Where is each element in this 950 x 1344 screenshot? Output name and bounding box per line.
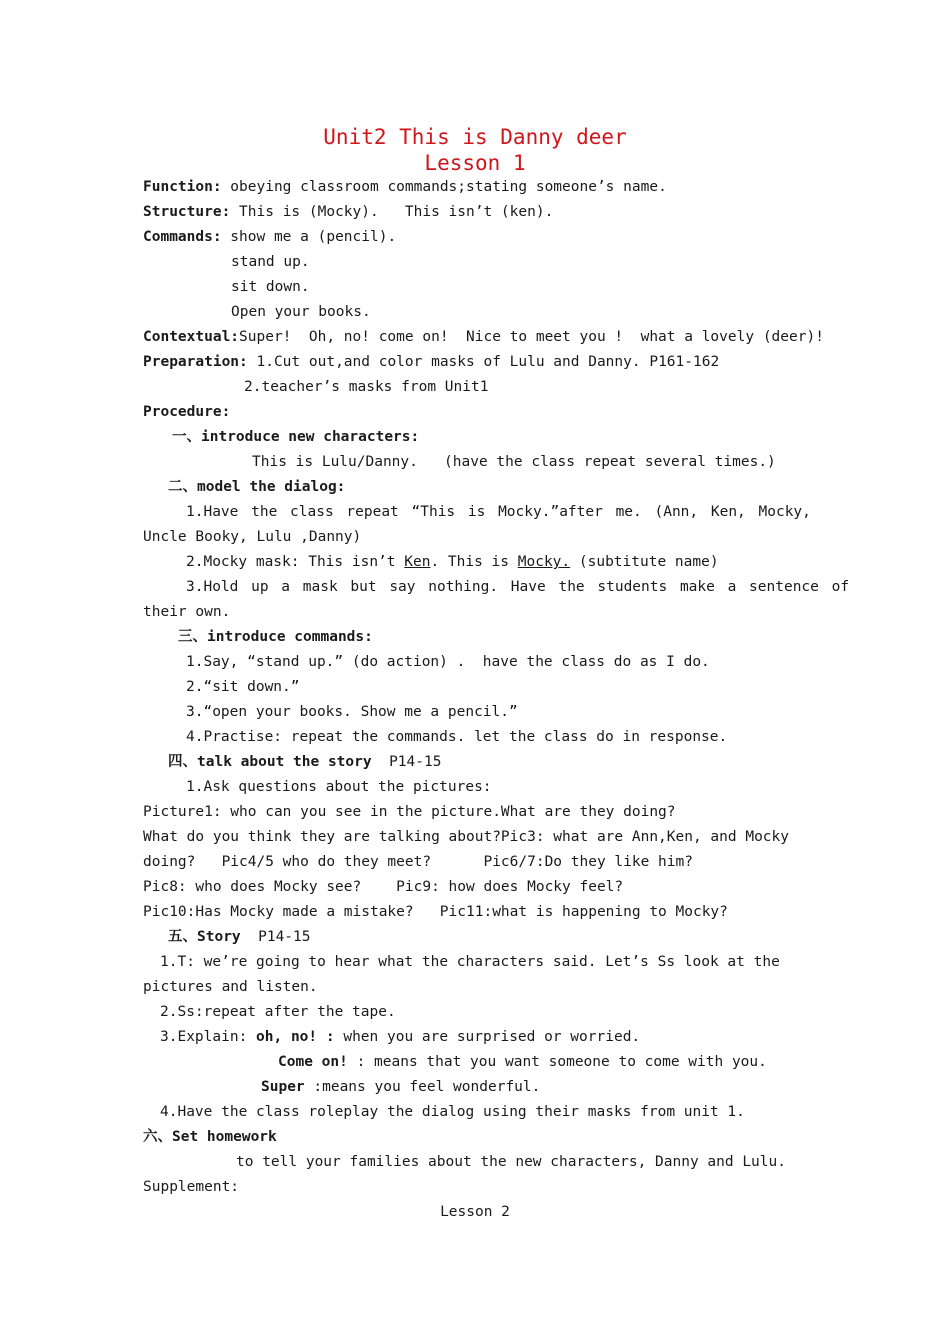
section-5-text: 4.Have the class roleplay the dialog using their masks from unit 1.	[160, 1104, 745, 1120]
heading-text: 四、talk about the story	[168, 754, 372, 770]
section-heading-2: 二、model the dialog:	[168, 479, 346, 495]
page-ref: P14-15	[371, 754, 442, 770]
text-run: 3.Explain:	[160, 1029, 257, 1045]
preparation-label: Preparation:	[143, 354, 248, 370]
section-4-text: Pic8: who does Mocky see? Pic9: how does Mocky feel?	[143, 879, 624, 895]
commands-label: Commands:	[143, 229, 222, 245]
command-item: stand up.	[231, 254, 310, 270]
phrase-bold: Come on!	[278, 1054, 348, 1070]
section-5-text: 1.T: we’re going to hear what the characters said. Let’s Ss look at the	[160, 954, 780, 970]
section-3-item: 2.“sit down.”	[186, 679, 300, 695]
section-3-item: 4.Practise: repeat the commands. let the class do in response.	[186, 729, 728, 745]
text-run: . This is	[430, 554, 518, 570]
function-label: Function:	[143, 179, 222, 195]
commands-line	[143, 225, 396, 250]
section-2-text	[186, 550, 719, 575]
section-3-item: 1.Say, “stand up.” (do action) . have the class do as I do.	[186, 654, 710, 670]
command-item: Open your books.	[231, 304, 371, 320]
text-run: (subtitute name)	[570, 554, 719, 570]
section-2-text: 1.Have the class repeat “This is Mocky.”after me. (Ann, Ken, Mocky,	[186, 504, 811, 520]
contextual-label: Contextual:	[143, 329, 240, 345]
next-lesson-title: Lesson 2	[440, 1204, 510, 1220]
function-line	[143, 175, 667, 200]
section-1-text: This is Lulu/Danny. (have the class repeat several times.)	[252, 454, 776, 470]
section-4-text: Pic10:Has Mocky made a mistake? Pic11:what is happening to Mocky?	[143, 904, 728, 920]
contextual-text: Super! Oh, no! come on! Nice to meet you ! what a lovely (deer)!	[239, 329, 824, 345]
section-5-text	[160, 1025, 640, 1050]
unit-title: Unit2 This is Danny deer	[323, 125, 627, 149]
section-3-item: 3.“open your books. Show me a pencil.”	[186, 704, 518, 720]
preparation-line	[143, 350, 719, 375]
section-5-text: pictures and listen.	[143, 979, 318, 995]
page-ref: P14-15	[240, 929, 311, 945]
section-5-text	[278, 1050, 767, 1075]
lesson-title: Lesson 1	[424, 151, 526, 175]
section-5-text: 2.Ss:repeat after the tape.	[160, 1004, 396, 1020]
command-item: sit down.	[231, 279, 310, 295]
section-4-text: 1.Ask questions about the pictures:	[186, 779, 492, 795]
section-4-text: doing? Pic4/5 who do they meet? Pic6/7:Do they like him?	[143, 854, 693, 870]
phrase-bold: Super	[261, 1079, 305, 1095]
supplement-label: Supplement:	[143, 1179, 240, 1195]
section-heading-6: 六、Set homework	[143, 1129, 277, 1145]
text-run: : means that you want someone to come with you.	[347, 1054, 767, 1070]
procedure-label: Procedure:	[143, 404, 231, 420]
section-2-text: 3.Hold up a mask but say nothing. Have the students make a sentence of	[186, 579, 850, 595]
phrase-bold: oh, no! :	[256, 1029, 335, 1045]
function-text: obeying classroom commands;stating someone’s name.	[221, 179, 667, 195]
section-2-text: Uncle Booky, Lulu ,Danny)	[143, 529, 362, 545]
section-heading-5	[168, 925, 311, 950]
homework-text: to tell your families about the new characters, Danny and Lulu.	[236, 1154, 786, 1170]
section-heading-1: 一、introduce new characters:	[172, 429, 420, 445]
structure-line	[143, 200, 553, 225]
section-heading-3: 三、introduce commands:	[178, 629, 373, 645]
underlined-name: Mocky.	[517, 554, 571, 570]
section-2-text: their own.	[143, 604, 231, 620]
structure-text: This is (Mocky). This isn’t (ken).	[230, 204, 554, 220]
heading-text: 五、Story	[168, 929, 241, 945]
text-run: :means you feel wonderful.	[304, 1079, 541, 1095]
section-5-text	[261, 1075, 540, 1100]
preparation-item: 1.Cut out,and color masks of Lulu and Danny. P161-162	[247, 354, 720, 370]
text-run: 2.Mocky mask: This isn’t	[186, 554, 405, 570]
section-4-text: Picture1: who can you see in the picture.What are they doing?	[143, 804, 676, 820]
structure-label: Structure:	[143, 204, 231, 220]
preparation-item: 2.teacher’s masks from Unit1	[244, 379, 489, 395]
underlined-name: Ken	[404, 554, 431, 570]
section-heading-4	[168, 750, 441, 775]
text-run: when you are surprised or worried.	[334, 1029, 641, 1045]
command-item: show me a (pencil).	[221, 229, 397, 245]
section-4-text: What do you think they are talking about?Pic3: what are Ann,Ken, and Mocky	[143, 829, 790, 845]
contextual-line	[143, 325, 824, 350]
